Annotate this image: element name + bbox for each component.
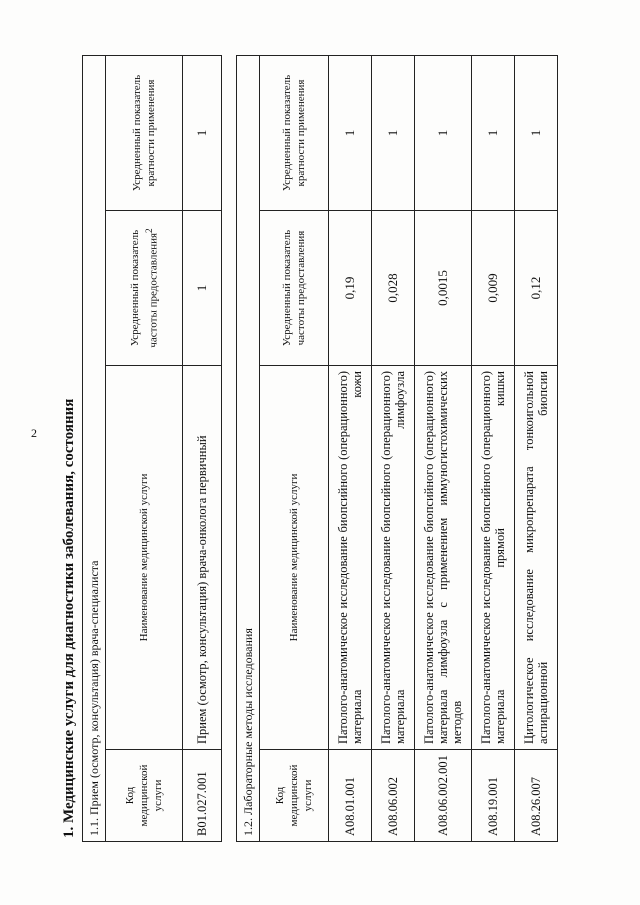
multiplicity-value: 1 bbox=[515, 55, 558, 210]
multiplicity-value: 1 bbox=[372, 55, 415, 210]
header-name: Наименование медицинской услуги bbox=[106, 366, 183, 750]
frequency-value: 0,028 bbox=[372, 211, 415, 366]
table-row bbox=[372, 55, 415, 841]
service-name: Патолого-анатомическое исследование биопсийного (операционного) материала лимфоузла с применением иммуногистохимических методов bbox=[415, 366, 472, 750]
service-code: B01.027.001 bbox=[183, 750, 222, 842]
page-number: 2 bbox=[31, 426, 37, 440]
table-row bbox=[515, 55, 558, 841]
service-code: A08.06.002.001 bbox=[415, 750, 472, 842]
header-name: Наименование медицинской услуги bbox=[260, 366, 329, 750]
header-frequency bbox=[106, 211, 183, 366]
header-multiplicity: Усредненный показатель кратности применения bbox=[106, 56, 183, 211]
frequency-value: 1 bbox=[183, 211, 222, 366]
table-row bbox=[183, 56, 222, 842]
section-heading: 1. Медицинские услуги для диагностики заболевания, состояния bbox=[61, 398, 77, 838]
table-header-row bbox=[106, 56, 183, 842]
rotated-landscape-content bbox=[58, 14, 618, 842]
header-code: Код медицинской услуги bbox=[106, 750, 183, 842]
consultation-table bbox=[82, 55, 222, 842]
service-name: Патолого-анатомическое исследование биопсийного (операционного) материала прямой кишки bbox=[472, 366, 515, 750]
table-subtitle: 1.2. Лабораторные методы исследования bbox=[237, 55, 260, 841]
service-name: Патолого-анатомическое исследование биопсийного (операционного) материала лимфоузла bbox=[372, 366, 415, 750]
service-name: Цитологическое исследование микропрепарата тонкоигольной аспирационной биопсии bbox=[515, 366, 558, 750]
multiplicity-value: 1 bbox=[472, 55, 515, 210]
frequency-value: 0,12 bbox=[515, 211, 558, 366]
footnote-marker: 2 bbox=[143, 228, 154, 233]
header-code: Код медицинской услуги bbox=[260, 750, 329, 842]
service-name: Прием (осмотр, консультация) врача-онколога первичный bbox=[183, 366, 222, 750]
service-code: A08.06.002 bbox=[372, 750, 415, 842]
table-subtitle: 1.1. Прием (осмотр, консультация) врача-специалиста bbox=[83, 56, 106, 842]
service-code: A08.01.001 bbox=[329, 750, 372, 842]
frequency-value: 0,19 bbox=[329, 211, 372, 366]
table-row bbox=[329, 55, 372, 841]
service-code: A08.19.001 bbox=[472, 750, 515, 842]
service-code: A08.26.007 bbox=[515, 750, 558, 842]
multiplicity-value: 1 bbox=[415, 55, 472, 210]
table-row bbox=[415, 55, 472, 841]
frequency-value: 0,0015 bbox=[415, 211, 472, 366]
header-frequency-text: Усредненный показатель частоты предоставления bbox=[128, 229, 160, 348]
lab-methods-table bbox=[236, 55, 558, 842]
table-subtitle-row bbox=[237, 55, 260, 841]
frequency-value: 0,009 bbox=[472, 211, 515, 366]
header-frequency: Усредненный показатель частоты предоставления bbox=[260, 211, 329, 366]
table-header-row bbox=[260, 55, 329, 841]
table-subtitle-row bbox=[83, 56, 106, 842]
service-name: Патолого-анатомическое исследование биопсийного (операционного) материала кожи bbox=[329, 366, 372, 750]
table-row bbox=[472, 55, 515, 841]
multiplicity-value: 1 bbox=[183, 56, 222, 211]
multiplicity-value: 1 bbox=[329, 55, 372, 210]
header-multiplicity: Усредненный показатель кратности применения bbox=[260, 55, 329, 210]
